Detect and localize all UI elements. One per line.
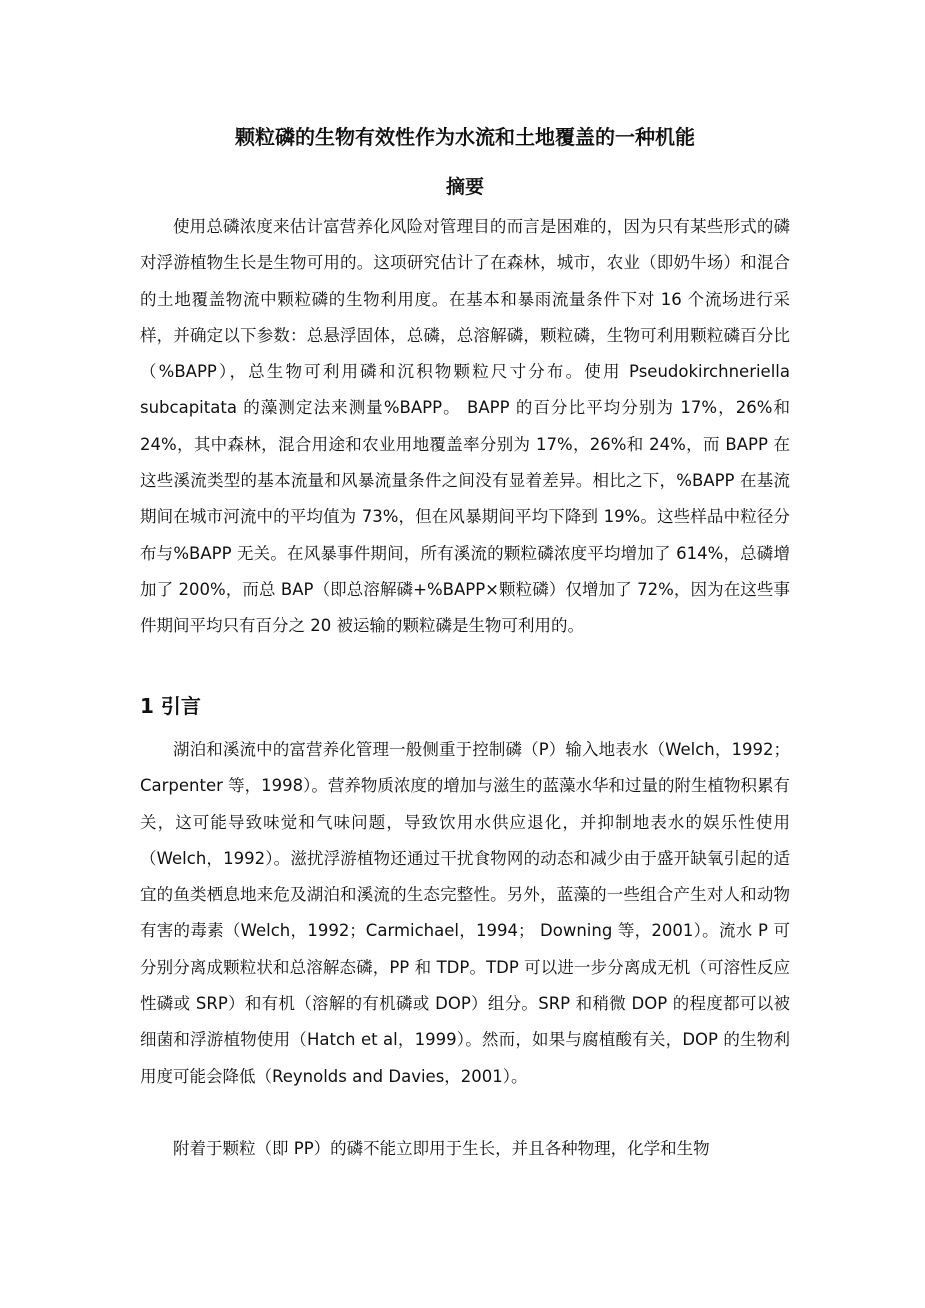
section-heading-introduction: 1 引言 [140, 694, 201, 718]
abstract-heading: 摘要 [445, 176, 484, 198]
intro-paragraph: 附着于颗粒（即 PP）的磷不能立即用于生长，并且各种物理，化学和生物 [173, 1139, 710, 1158]
intro-paragraph: 湖泊和溪流中的富营养化管理一般侧重于控制磷（P）输入地表水（Welch，1992；Carpenter 等，1998）。营养物质浓度的增加与滋生的蓝藻水华和过量的附生植物积累有关，这可能导致味觉和气味问题，导致饮用水供应退化，并抑制地表水的娱乐性使用（Welch，1992）。滋扰浮游植物还通过干扰食物网的动态和减少由于盛开缺氧引起的适宜的鱼类栖息地来危及湖泊和溪流的生态完整性。另外，蓝藻的一些组合产生对人和动物有害的毒素（Welch，1992；Carmichael，1994； Downing 等，2001）。流水 P 可分别分离成颗粒状和总溶解态磷，PP 和 TDP。TDP 可以进一步分离成无机（可溶性反应性磷或 SRP）和有机（溶解的有机磷或 DOP）组分。SRP 和稍微 DOP 的程度都可以被细菌和浮游植物使用（Hatch et al，1999）。然而，如果与腐植酸有关，DOP 的生物利用度可能会降低（Reynolds and Davies，2001）。 [140, 740, 790, 1086]
abstract-paragraph: 使用总磷浓度来估计富营养化风险对管理目的而言是困难的，因为只有某些形式的磷对浮游植物生长是生物可用的。这项研究估计了在森林，城市，农业（即奶牛场）和混合的土地覆盖物流中颗粒磷的生物利用度。在基本和暴雨流量条件下对 16 个流场进行采样，并确定以下参数：总悬浮固体，总磷，总溶解磷，颗粒磷，生物可利用颗粒磷百分比（%BAPP），总生物可利用磷和沉积物颗粒尺寸分布。使用 Pseudokirchneriella subcapitata 的藻测定法来测量%BAPP。 BAPP 的百分比平均分别为 17%，26%和 24%，其中森林，混合用途和农业用地覆盖率分别为 17%，26%和 24%，而 BAPP 在这些溪流类型的基本流量和风暴流量条件之间没有显着差异。相比之下，%BAPP 在基流期间在城市河流中的平均值为 73%，但在风暴期间平均下降到 19%。这些样品中粒径分布与%BAPP 无关。在风暴事件期间，所有溪流的颗粒磷浓度平均增加了 614%，总磷增加了 200%，而总 BAP（即总溶解磷+%BAPP×颗粒磷）仅增加了 72%，因为在这些事件期间平均只有百分之 20 被运输的颗粒磷是生物可利用的。 [140, 217, 790, 636]
document-title: 颗粒磷的生物有效性作为水流和土地覆盖的一种机能 [235, 125, 695, 149]
